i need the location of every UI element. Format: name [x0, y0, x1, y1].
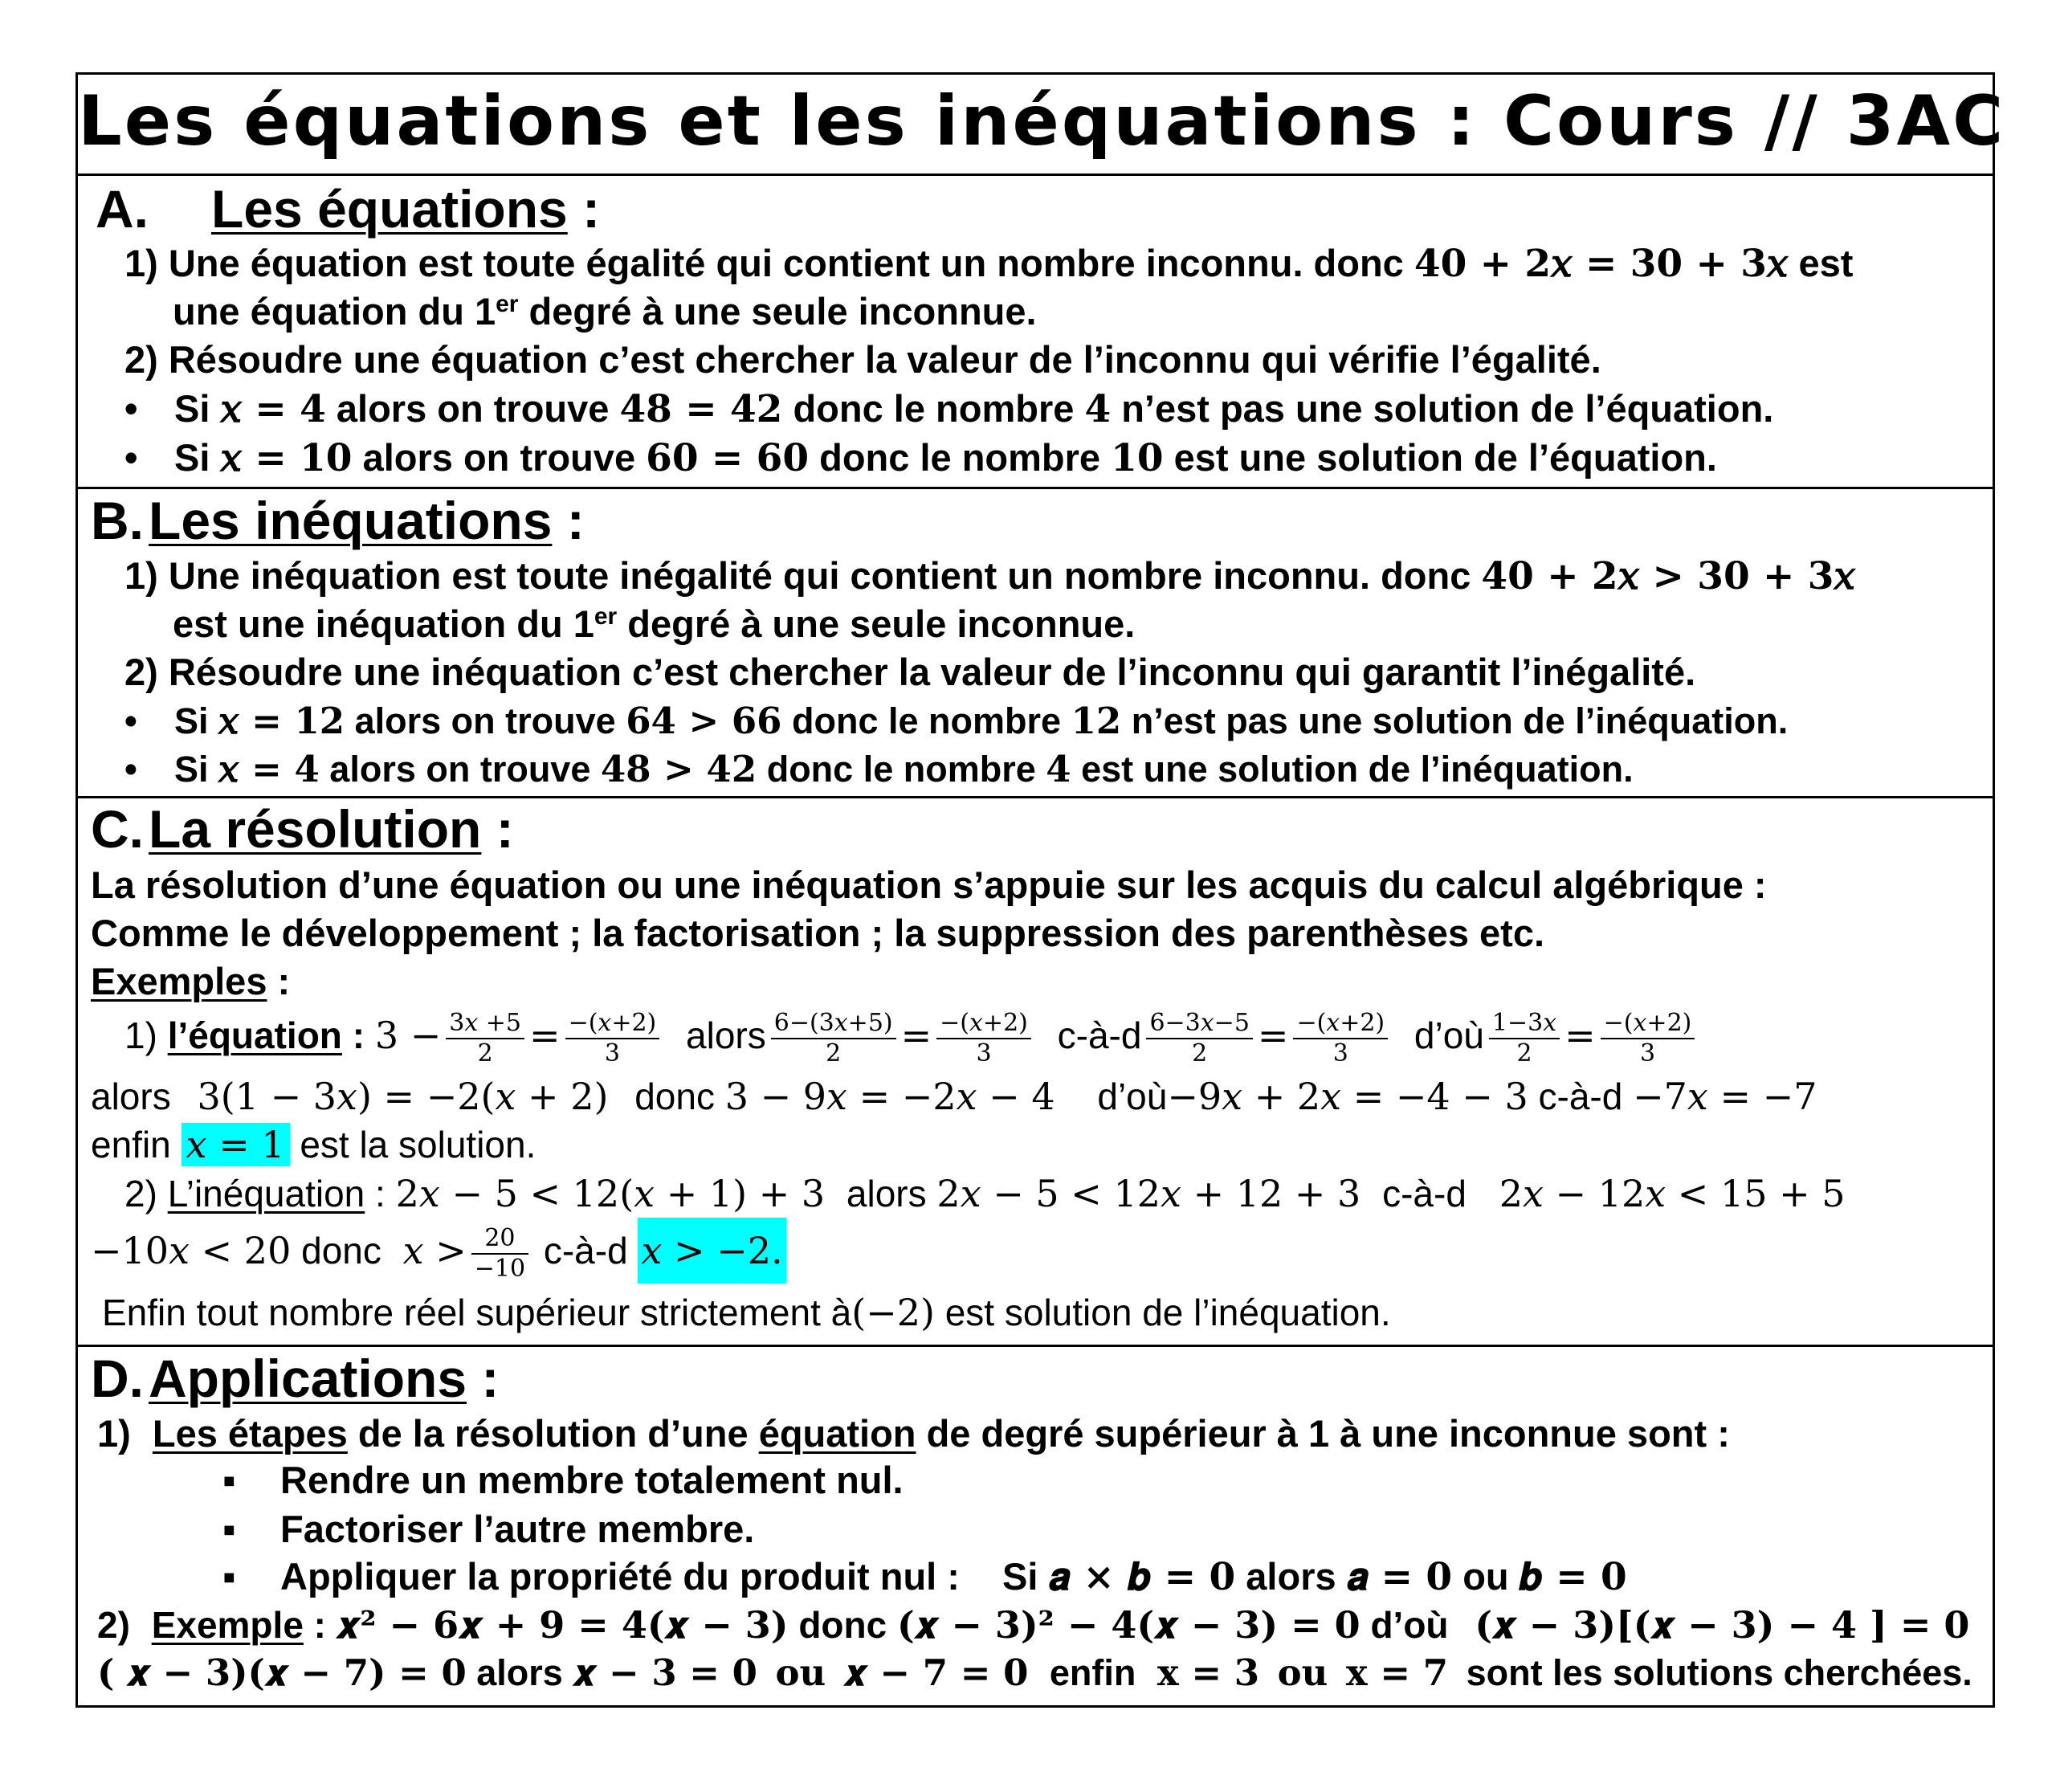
- text: alors: [846, 1173, 927, 1214]
- section-a-bullet-1: [124, 386, 1773, 432]
- text: ou: [1277, 1651, 1328, 1694]
- section-c-title: La résolution: [149, 799, 482, 859]
- text: alors on trouve: [329, 749, 591, 790]
- numerator: −(𝑥+2): [1293, 1009, 1388, 1039]
- math: 3(1 − 3𝑥) = −2(𝑥 + 2): [197, 1075, 609, 1118]
- math: 10: [1111, 436, 1164, 480]
- section-inequations: [78, 487, 1993, 796]
- section-b-line-2: [173, 602, 1135, 647]
- highlighted-solution: 𝑥 = 1: [182, 1123, 290, 1166]
- denominator: 2: [826, 1039, 842, 1067]
- text: Exemple: [151, 1604, 304, 1646]
- fraction: [771, 1009, 896, 1068]
- text: ou: [775, 1651, 826, 1694]
- math: 𝑥 = 10: [220, 436, 353, 480]
- section-c-heading: [91, 801, 514, 857]
- math: 𝒙 − 𝟑 = 𝟎: [573, 1651, 757, 1694]
- square-bullet-icon: ▪: [222, 1459, 236, 1501]
- math: 3 − 9𝑥 = −2𝑥 − 4: [724, 1075, 1055, 1118]
- section-c-colon: :: [481, 799, 514, 859]
- item-number: 1): [124, 242, 158, 284]
- text: L’inéquation: [167, 1173, 365, 1214]
- item-number: 1): [124, 554, 158, 597]
- math: 64 > 66: [626, 700, 782, 742]
- math: 2𝑥 − 5 < 12𝑥 + 12 + 3: [936, 1172, 1361, 1215]
- text: Rendre un membre totalement nul.: [280, 1459, 904, 1501]
- math: −9𝑥 + 2𝑥 = −4 − 3: [1167, 1075, 1528, 1118]
- fraction: [565, 1009, 660, 1068]
- denominator: 2: [1516, 1039, 1532, 1067]
- square-bullet-icon: ▪: [222, 1508, 236, 1550]
- bullet-icon: •: [124, 700, 137, 741]
- bullet-icon: •: [124, 436, 138, 479]
- numerator: −(𝑥+2): [936, 1009, 1031, 1039]
- step-3: [222, 1554, 1627, 1600]
- example-equation-line-2: [91, 1074, 1817, 1119]
- math: 4: [1084, 387, 1112, 431]
- text: donc le nombre: [766, 749, 1036, 790]
- text: Résoudre une inéquation c’est chercher la valeur de l’inconnu qui garantit l’inégalité.: [168, 651, 1696, 693]
- text: est une inéquation du 1: [173, 602, 594, 645]
- text: n’est pas une solution de l’inéquation.: [1131, 700, 1789, 741]
- section-a-line-1: [124, 241, 1853, 287]
- course-sheet: [75, 72, 2006, 1708]
- math: 2𝑥 − 5 < 12(𝑥 + 1) + 3: [395, 1172, 826, 1215]
- math: 60 = 60: [646, 436, 810, 480]
- item-number: 2): [124, 338, 158, 381]
- section-c-letter: C.: [91, 799, 144, 859]
- text: Les étapes: [152, 1412, 348, 1455]
- math: 𝒙 − 𝟕 = 𝟎: [843, 1651, 1029, 1694]
- math: 𝒙² − 𝟔𝒙 + 𝟗 = 𝟒(𝒙 − 𝟑): [336, 1603, 789, 1647]
- math: =: [1564, 1014, 1596, 1057]
- math: 2𝑥 − 12𝑥 < 15 + 5: [1499, 1172, 1846, 1215]
- math: (−2): [851, 1291, 935, 1334]
- item-number: 1): [124, 1014, 157, 1056]
- denominator: 3: [976, 1039, 992, 1067]
- text: donc: [634, 1076, 715, 1117]
- section-a-colon: :: [567, 179, 601, 239]
- math: 48 > 42: [600, 748, 757, 790]
- math: 𝒂 = 𝟎: [1346, 1555, 1453, 1599]
- numerator: 6−(3𝑥+5): [771, 1009, 896, 1039]
- section-resolution: [78, 796, 1993, 1345]
- denominator: 2: [1192, 1039, 1208, 1067]
- bullet-icon: •: [124, 749, 137, 790]
- denominator: 3: [604, 1039, 620, 1067]
- math: =: [1257, 1014, 1289, 1057]
- section-b-heading: [91, 492, 585, 549]
- text: alors: [1246, 1555, 1336, 1598]
- section-a-letter: A.: [96, 179, 149, 239]
- denominator: 2: [477, 1039, 493, 1067]
- math: 𝒃 = 𝟎: [1519, 1555, 1627, 1599]
- section-b-bullet-1: [124, 699, 1788, 744]
- math: (𝒙 − 𝟑)² − 𝟒(𝒙 − 𝟑) = 𝟎: [896, 1603, 1360, 1647]
- text: est: [1798, 242, 1854, 284]
- math: 𝑥 = 12: [218, 700, 345, 742]
- numerator: 3𝑥 +5: [446, 1009, 524, 1039]
- text: c-à-d: [1057, 1014, 1142, 1056]
- fraction: [1601, 1009, 1695, 1068]
- text: est une solution de l’inéquation.: [1081, 749, 1634, 790]
- section-applications: [78, 1345, 1993, 1708]
- text: alors: [91, 1076, 171, 1117]
- section-b-title: Les inéquations: [149, 491, 553, 550]
- math: 𝐱 = 𝟑: [1156, 1651, 1260, 1694]
- text: Si: [1002, 1555, 1038, 1598]
- examples-label: [91, 959, 290, 1004]
- text: donc le nombre: [793, 387, 1075, 430]
- square-bullet-icon: ▪: [222, 1555, 236, 1598]
- section-d-example-line-1: [97, 1602, 1969, 1647]
- section-a-bullet-2: [124, 435, 1717, 481]
- section-b-line-3: [124, 650, 1695, 695]
- section-a-heading: [96, 181, 600, 237]
- section-b-bullet-2: [124, 747, 1634, 792]
- math: =: [900, 1014, 932, 1057]
- text: alors on trouve: [336, 387, 610, 430]
- section-equations: [78, 173, 1993, 487]
- fraction: [1293, 1009, 1388, 1068]
- section-c-paragraph-1: La résolution d’une équation ou une inéquation s’appuie sur les acquis du calcul algébrique :: [91, 863, 1767, 906]
- superscript: er: [594, 603, 618, 630]
- example-inequation-conclusion: [102, 1290, 1391, 1335]
- section-d-heading: [91, 1350, 499, 1406]
- text: n’est pas une solution de l’équation.: [1121, 387, 1774, 430]
- math: 4: [1046, 748, 1071, 790]
- text: Si: [174, 749, 209, 790]
- denominator: −10: [474, 1254, 526, 1283]
- text: Si: [174, 700, 209, 741]
- section-b-colon: :: [552, 491, 585, 550]
- text: Enfin tout nombre réel supérieur strictement à: [102, 1292, 852, 1333]
- text: Exemples: [91, 960, 267, 1002]
- item-number: 2): [124, 1173, 157, 1214]
- fraction: [446, 1009, 524, 1068]
- text: est la solution.: [300, 1124, 536, 1165]
- page-title: Les équations et les inéquations : Cours // 3AC: [78, 81, 2006, 161]
- section-a-line-2: [173, 289, 1037, 334]
- math: 40 + 2𝑥 = 30 + 3𝑥: [1414, 242, 1789, 286]
- text: d’où: [1414, 1014, 1484, 1056]
- text: donc: [798, 1604, 887, 1646]
- math: −7𝑥 = −7: [1633, 1075, 1817, 1118]
- fraction: [1489, 1009, 1560, 1068]
- text: enfin: [91, 1124, 171, 1165]
- text: d’où: [1370, 1604, 1449, 1646]
- text: c-à-d: [1382, 1173, 1467, 1214]
- numerator: 20: [471, 1224, 528, 1255]
- math: 𝐱 = 𝟕: [1345, 1651, 1449, 1694]
- item-number: 1): [97, 1412, 131, 1455]
- superscript: er: [496, 291, 519, 317]
- text: d’où: [1097, 1076, 1168, 1117]
- numerator: −(𝑥+2): [1601, 1009, 1695, 1039]
- text: sont les solutions cherchées.: [1466, 1652, 1972, 1693]
- text: Une inéquation est toute inégalité qui contient un nombre inconnu. donc: [168, 554, 1471, 597]
- text: l’équation: [167, 1014, 342, 1056]
- math: 𝑥 = 4: [218, 748, 320, 790]
- step-2: [222, 1507, 754, 1552]
- text: alors: [476, 1652, 563, 1693]
- text: :: [267, 960, 291, 1002]
- section-a-title: Les équations: [211, 179, 568, 239]
- text: de la résolution d’une: [357, 1412, 749, 1455]
- text: degré à une seule inconnue.: [518, 290, 1037, 333]
- title-box: [78, 75, 2006, 173]
- text: est une solution de l’équation.: [1173, 436, 1717, 479]
- math: 𝑥 = 4: [220, 387, 326, 431]
- text: alors on trouve: [362, 436, 636, 479]
- text: Si: [174, 387, 210, 430]
- item-number: 2): [124, 651, 158, 693]
- text: Factoriser l’autre membre.: [280, 1508, 755, 1550]
- fraction: [936, 1009, 1031, 1068]
- text: c-à-d: [1538, 1076, 1623, 1117]
- text: :: [341, 1014, 365, 1056]
- example-equation-line-1: [124, 1001, 1699, 1070]
- math: =: [529, 1014, 561, 1057]
- section-d-colon: :: [467, 1349, 500, 1408]
- text: Résoudre une équation c’est chercher la valeur de l’inconnu qui vérifie l’égalité.: [168, 338, 1601, 381]
- text: enfin: [1049, 1652, 1136, 1693]
- text: est solution de l’inéquation.: [944, 1292, 1391, 1333]
- text: une équation du 1: [173, 290, 496, 333]
- fraction: [1146, 1009, 1252, 1068]
- section-c-paragraph-2: Comme le développement ; la factorisation ; la suppression des parenthèses etc.: [91, 912, 1545, 954]
- math: ( 𝒙 − 𝟑)(𝒙 − 𝟕) = 𝟎: [97, 1651, 467, 1694]
- text: :: [303, 1604, 327, 1646]
- math: 48 = 42: [619, 387, 783, 431]
- fraction: [471, 1224, 528, 1284]
- section-a-line-3: [124, 337, 1601, 382]
- numerator: 1−3𝑥: [1489, 1009, 1560, 1039]
- text: :: [365, 1173, 386, 1214]
- text: alors on trouve: [354, 700, 616, 741]
- text: degré à une seule inconnue.: [617, 602, 1136, 645]
- text: donc le nombre: [819, 436, 1101, 479]
- example-inequation-line-1: [124, 1171, 1846, 1216]
- bullet-icon: •: [124, 387, 138, 430]
- example-inequation-line-2: [91, 1216, 786, 1285]
- step-1: [222, 1458, 904, 1503]
- math: 40 + 2𝑥 > 30 + 3𝑥: [1481, 554, 1855, 598]
- text: Une équation est toute égalité qui contient un nombre inconnu. donc: [168, 242, 1404, 284]
- text: Si: [174, 436, 210, 479]
- text: donc: [301, 1230, 381, 1272]
- math: (𝒙 − 𝟑)[(𝒙 − 𝟑) − 𝟒 ] = 𝟎: [1475, 1603, 1970, 1647]
- text: alors: [686, 1014, 766, 1056]
- math: 3 −: [374, 1014, 442, 1057]
- denominator: 3: [1639, 1039, 1656, 1067]
- math: 𝑥 >: [402, 1229, 467, 1272]
- text: ou: [1462, 1555, 1509, 1598]
- denominator: 3: [1332, 1039, 1348, 1067]
- math: −10𝑥 < 20: [91, 1229, 292, 1272]
- math: 𝒂 × 𝒃 = 𝟎: [1048, 1555, 1236, 1599]
- section-b-letter: B.: [91, 491, 144, 550]
- text: donc le nombre: [792, 700, 1062, 741]
- text: Appliquer la propriété du produit nul :: [280, 1555, 960, 1598]
- text: équation: [758, 1412, 916, 1455]
- section-d-title: Applications: [149, 1349, 467, 1408]
- math: 12: [1071, 700, 1122, 742]
- section-d-letter: D.: [91, 1349, 144, 1408]
- numerator: 6−3𝑥−5: [1146, 1009, 1252, 1039]
- example-equation-line-3: [91, 1122, 536, 1167]
- section-d-example-line-2: [97, 1651, 1972, 1696]
- section-b-line-1: [124, 553, 1855, 599]
- section-d-line-1: [97, 1411, 1730, 1456]
- item-number: 2): [97, 1604, 130, 1646]
- highlighted-solution: 𝑥 > −2.: [638, 1218, 785, 1284]
- numerator: −(𝑥+2): [565, 1009, 660, 1039]
- text: de degré supérieur à 1 à une inconnue sont :: [926, 1412, 1730, 1455]
- text: c-à-d: [543, 1230, 628, 1272]
